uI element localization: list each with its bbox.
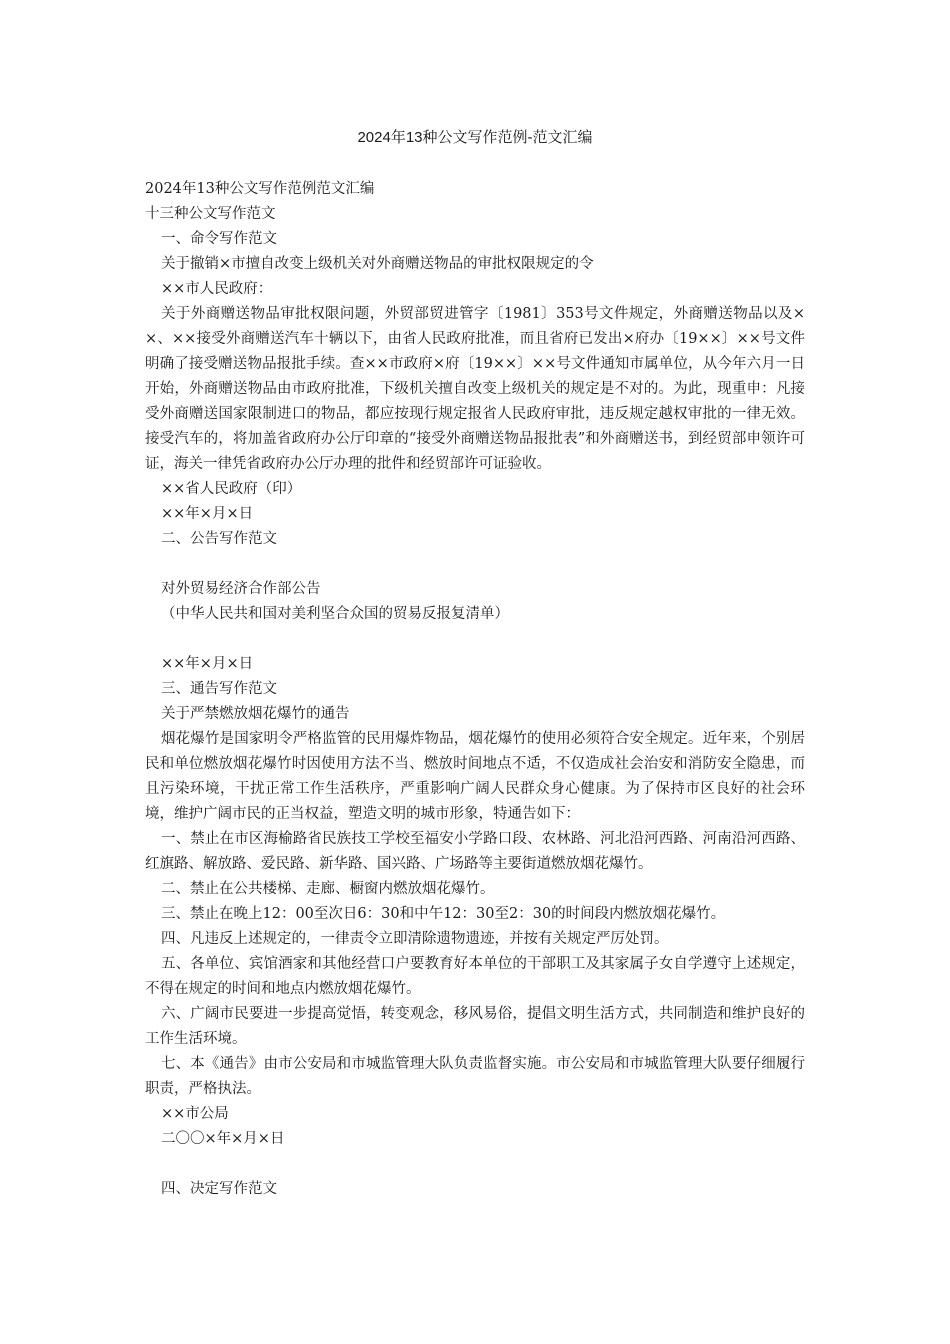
notice-item-1: 一、禁止在市区海榆路省民族技工学校至福安小学路口段、农林路、河北沿河西路、河南沿河西路、红旗路、解放路、爱民路、新华路、国兴路、广场路等主要街道燃放烟花爆竹。: [145, 831, 805, 872]
notice-item-6: 六、广阔市民要进一步提高觉悟，转变观念，移风易俗，提倡文明生活方式，共同制造和维护良好的工作生活环境。: [145, 1006, 805, 1047]
announcement-date: ××年×月×日: [161, 656, 254, 672]
announcement-issuer: 对外贸易经济合作部公告: [161, 581, 321, 597]
notice-signature: ××市公局: [161, 1106, 229, 1122]
notice-item-4: 四、凡违反上述规定的，一律责令立即清除遗物遗迹，并按有关规定严厉处罚。: [161, 931, 669, 947]
blank-line: [145, 627, 805, 652]
notice-item-7: 七、本《通告》由市公安局和市城监管理大队负责监督实施。市公安局和市城监管理大队要仔细履行职责，严格执法。: [145, 1056, 805, 1097]
announcement-subtitle: （中华人民共和国对美利坚合众国的贸易反报复清单）: [161, 606, 509, 622]
document-title: 2024年13种公文写作范例-范文汇编: [357, 129, 593, 146]
order-title: 关于撤销×市擅自改变上级机关对外商赠送物品的审批权限规定的令: [161, 256, 594, 272]
order-date: ××年×月×日: [161, 506, 254, 522]
section-heading-2: 二、公告写作范文: [161, 531, 277, 547]
notice-date: 二〇〇×年×月×日: [161, 1131, 285, 1147]
subtitle-line: 2024年13种公文写作范例范文汇编: [145, 181, 375, 197]
section-heading: 十三种公文写作范文: [145, 206, 276, 222]
order-addressee: ××市人民政府：: [161, 281, 273, 297]
notice-item-3: 三、禁止在晚上12：00至次日6：30和中午12：30至2：30的时间段内燃放烟花爆竹。: [161, 906, 726, 922]
order-body-paragraph: 关于外商赠送物品审批权限问题，外贸部贸进管字〔1981〕353号文件规定，外商赠送物品以及××、××接受外商赠送汽车十辆以下，由省人民政府批准，而且省府已发出×府办〔19××〕××号文件明确了接受赠送物品报批手续。查××市政府×府〔19××〕××号文件通知市属单位，从今年六月一日开始，外商赠送物品由市政府批准，下级机关擅自改变上级机关的规定是不对的。为此，现重申：凡接受外商赠送国家限制进口的物品，都应按现行规定报省人民政府审批，违反规定越权审批的一律无效。接受汽车的，将加盖省政府办公厅印章的“接受外商赠送物品报批表”和外商赠送书，到经贸部申领许可证，海关一律凭省政府办公厅办理的批件和经贸部许可证验收。: [145, 306, 805, 472]
document-body: [145, 177, 805, 1202]
section-heading-1: 一、命令写作范文: [161, 231, 277, 247]
section-heading-3: 三、通告写作范文: [161, 681, 277, 697]
notice-intro-paragraph: 烟花爆竹是国家明令严格监管的民用爆炸物品，烟花爆竹的使用必须符合安全规定。近年来，个别居民和单位燃放烟花爆竹时因使用方法不当、燃放时间地点不适，不仅造成社会治安和消防安全隐患，而且污染环境，干扰正常工作生活秩序，严重影响广阔人民群众身心健康。为了保持市区良好的社会环境，维护广阔市民的正当权益，塑造文明的城市形象，特通告如下：: [145, 731, 805, 822]
blank-line: [145, 1152, 805, 1177]
section-heading-4: 四、决定写作范文: [161, 1181, 277, 1197]
notice-item-5: 五、各单位、宾馆酒家和其他经营口户要教育好本单位的干部职工及其家属子女自学遵守上述规定，不得在规定的时间和地点内燃放烟花爆竹。: [145, 956, 805, 997]
notice-title: 关于严禁燃放烟花爆竹的通告: [161, 706, 350, 722]
order-signature: ××省人民政府（印）: [161, 481, 302, 497]
blank-line: [145, 552, 805, 577]
notice-item-2: 二、禁止在公共楼梯、走廊、橱窗内燃放烟花爆竹。: [161, 881, 495, 897]
